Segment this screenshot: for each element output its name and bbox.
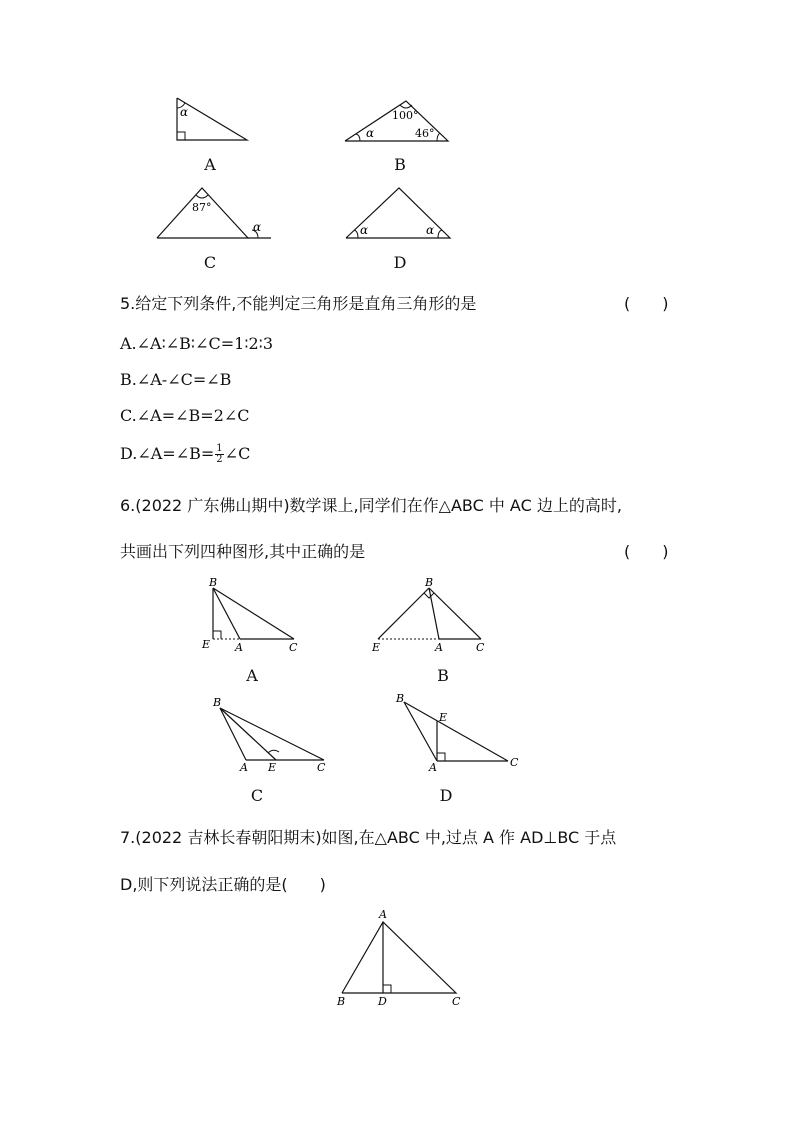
vertex-b: B <box>396 692 405 705</box>
caption-4a: A <box>204 155 216 174</box>
q5-option-d <box>120 444 250 465</box>
angle-label: α <box>180 105 189 119</box>
vertex-c: C <box>510 756 519 769</box>
fraction-denominator: 2 <box>216 454 223 465</box>
vertex-e: E <box>268 761 277 774</box>
vertex-a: A <box>435 641 443 654</box>
q7-line2: D,则下列说法正确的是( ) <box>120 875 326 894</box>
right-angle-label: 46° <box>415 127 435 140</box>
figure-4a <box>165 92 260 147</box>
figure-4d <box>340 183 455 243</box>
vertex-c: C <box>452 995 461 1008</box>
caption-4c: C <box>203 253 217 272</box>
top-angle-label: 87° <box>192 201 212 214</box>
caption-6a: A <box>246 666 258 685</box>
vertex-b: B <box>213 696 222 709</box>
caption-4d: D <box>393 253 407 272</box>
q6-line1: 6.(2022 广东佛山期中)数学课上,同学们在作△ABC 中 AC 边上的高时, <box>120 496 622 515</box>
vertex-a: A <box>379 908 387 921</box>
vertex-e: E <box>372 641 381 654</box>
q5-option-d-tail: ∠C <box>224 444 251 463</box>
figure-6d <box>390 690 525 775</box>
vertex-a: A <box>235 641 243 654</box>
vertex-c: C <box>317 761 326 774</box>
caption-6d: D <box>439 786 453 805</box>
right-angle-label: α <box>426 223 435 237</box>
caption-4b: B <box>394 155 406 174</box>
vertex-a: A <box>429 761 437 774</box>
vertex-c: C <box>289 641 298 654</box>
figure-6a <box>200 576 305 656</box>
figure-4b <box>340 95 455 147</box>
q5-option-a: A.∠A∶∠B∶∠C=1∶2∶3 <box>120 334 274 353</box>
figure-6c <box>205 694 335 774</box>
q5-option-d-text: D.∠A=∠B= <box>120 444 215 463</box>
top-angle-label: 100° <box>392 109 419 122</box>
q6-line2: 共画出下列四种图形,其中正确的是 <box>120 542 366 561</box>
caption-6c: C <box>250 786 264 805</box>
vertex-d: D <box>378 995 387 1008</box>
caption-6b: B <box>437 666 449 685</box>
vertex-b: B <box>337 995 346 1008</box>
figure-6b <box>366 576 491 656</box>
q5-option-c: C.∠A=∠B=2∠C <box>120 406 250 425</box>
fraction-half <box>215 444 223 465</box>
figure-4c <box>150 183 275 243</box>
vertex-e: E <box>439 711 448 724</box>
q5-stem: 5.给定下列条件,不能判定三角形是直角三角形的是 <box>120 294 477 313</box>
vertex-c: C <box>476 641 485 654</box>
left-angle-label: α <box>360 223 369 237</box>
q5-option-b: B.∠A-∠C=∠B <box>120 370 232 389</box>
q6-answer-paren: ( ) <box>624 542 669 561</box>
q7-line1: 7.(2022 吉林长春朝阳期末)如图,在△ABC 中,过点 A 作 AD⊥BC 于点 <box>120 828 617 847</box>
ext-angle-label: α <box>253 220 262 234</box>
q5-answer-paren: ( ) <box>624 294 669 313</box>
vertex-a: A <box>240 761 248 774</box>
vertex-b: B <box>425 576 434 589</box>
vertex-e: E <box>202 638 211 651</box>
fraction-numerator: 1 <box>216 443 223 454</box>
left-angle-label: α <box>366 126 375 140</box>
figure-7 <box>330 905 470 1010</box>
vertex-b: B <box>209 576 218 589</box>
